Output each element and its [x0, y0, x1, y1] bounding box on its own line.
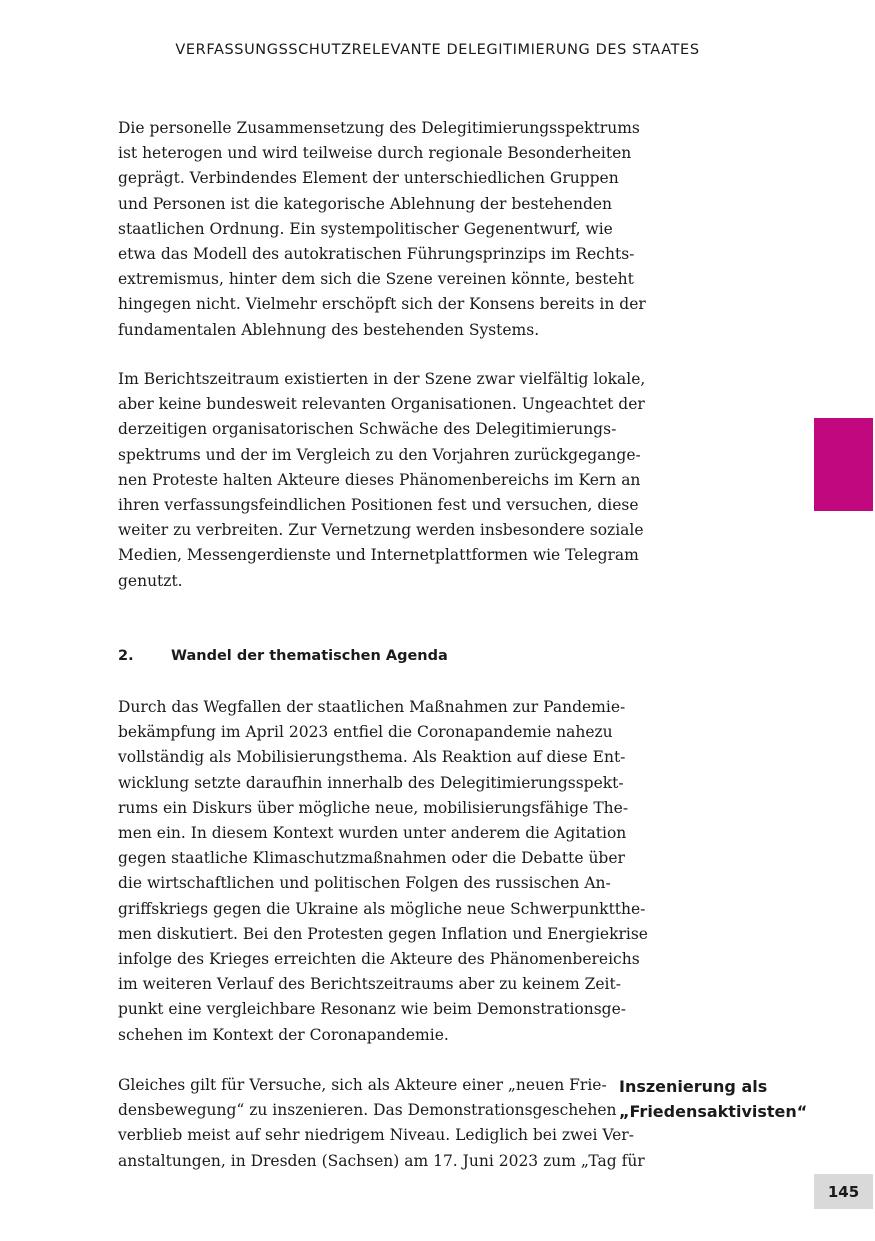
paragraph-line: men diskutiert. Bei den Protesten gegen Inflation und Energiekrise: [118, 924, 648, 943]
paragraph-line: extremismus, hinter dem sich die Szene vereinen könnte, besteht: [118, 270, 634, 289]
paragraph-line: geprägt. Verbindendes Element der unterschiedlichen Gruppen: [118, 169, 619, 188]
paragraph-line: verblieb meist auf sehr niedrigem Niveau. Lediglich bei zwei Ver-: [118, 1126, 634, 1145]
paragraph-4: [118, 1073, 645, 1174]
chapter-thumb-tab: [814, 418, 873, 511]
paragraph-line: vollständig als Mobilisierungsthema. Als Reaktion auf diese Ent-: [118, 748, 626, 767]
section-title: Wandel der thematischen Agenda: [171, 648, 448, 664]
paragraph-line: infolge des Krieges erreichten die Akteure des Phänomenbereichs: [118, 950, 640, 969]
paragraph-line: men ein. In diesem Kontext wurden unter anderem die Agitation: [118, 824, 627, 843]
paragraph-line: densbewegung“ zu inszenieren. Das Demonstrationsgeschehen: [118, 1101, 617, 1120]
paragraph-line: und Personen ist die kategorische Ablehnung der bestehenden: [118, 194, 613, 213]
paragraph-line: punkt eine vergleichbare Resonanz wie beim Demonstrationsge-: [118, 1000, 626, 1019]
paragraph-line: nen Proteste halten Akteure dieses Phänomenbereichs im Kern an: [118, 470, 641, 489]
paragraph-line: fundamentalen Ablehnung des bestehenden Systems.: [118, 320, 540, 339]
paragraph-line: hingegen nicht. Vielmehr erschöpft sich der Konsens bereits in der: [118, 295, 646, 314]
paragraph-1: [118, 116, 646, 343]
paragraph-line: im weiteren Verlauf des Berichtszeitraums aber zu keinem Zeit-: [118, 975, 621, 994]
paragraph-line: Medien, Messengerdienste und Internetplattformen wie Telegram: [118, 546, 639, 565]
section-heading: [118, 648, 448, 664]
section-number: 2.: [118, 648, 134, 664]
paragraph-line: anstaltungen, in Dresden (Sachsen) am 17. Juni 2023 zum „Tag für: [118, 1151, 645, 1170]
paragraph-line: weiter zu verbreiten. Zur Vernetzung werden insbesondere soziale: [118, 521, 644, 540]
paragraph-line: rums ein Diskurs über mögliche neue, mobilisierungsfähige The-: [118, 798, 629, 817]
paragraph-line: Gleiches gilt für Versuche, sich als Akteure einer „neuen Frie-: [118, 1076, 607, 1094]
margin-note-line: „Friedensaktivisten“: [619, 1102, 808, 1121]
paragraph-line: spektrums und der im Vergleich zu den Vorjahren zurückgegange-: [118, 445, 641, 464]
paragraph-line: genutzt.: [118, 571, 183, 590]
running-header: VERFASSUNGSSCHUTZRELEVANTE DELEGITIMIERUNG DES STAATES: [175, 42, 700, 58]
page-number: 145: [814, 1174, 873, 1209]
paragraph-line: aber keine bundesweit relevanten Organisationen. Ungeachtet der: [118, 395, 645, 414]
paragraph-line: griffskriegs gegen die Ukraine als mögliche neue Schwerpunktthe-: [118, 899, 646, 918]
margin-note: [619, 1074, 819, 1124]
paragraph-line: derzeitigen organisatorischen Schwäche des Delegitimierungs-: [118, 420, 617, 439]
paragraph-line: die wirtschaftlichen und politischen Folgen des russischen An-: [118, 874, 611, 893]
paragraph-line: Die personelle Zusammensetzung des Delegitimierungsspektrums: [118, 119, 640, 137]
paragraph-2: [118, 367, 646, 594]
paragraph-line: ihren verfassungsfeindlichen Positionen fest und versuchen, diese: [118, 496, 639, 515]
paragraph-line: bekämpfung im April 2023 entfiel die Coronapandemie nahezu: [118, 723, 613, 742]
paragraph-line: wicklung setzte daraufhin innerhalb des Delegitimierungsspekt-: [118, 773, 624, 792]
paragraph-line: Im Berichtszeitraum existierten in der Szene zwar vielfältig lokale,: [118, 370, 646, 388]
paragraph-line: schehen im Kontext der Coronapandemie.: [118, 1025, 449, 1044]
paragraph-line: gegen staatliche Klimaschutzmaßnahmen oder die Debatte über: [118, 849, 625, 868]
paragraph-line: Durch das Wegfallen der staatlichen Maßnahmen zur Pandemie-: [118, 698, 626, 716]
paragraph-3: [118, 695, 648, 1048]
paragraph-line: ist heterogen und wird teilweise durch regionale Besonderheiten: [118, 144, 632, 163]
margin-note-line: Inszenierung als: [619, 1077, 768, 1096]
paragraph-line: staatlichen Ordnung. Ein systempolitischer Gegenentwurf, wie: [118, 219, 613, 238]
paragraph-line: etwa das Modell des autokratischen Führungsprinzips im Rechts-: [118, 245, 635, 264]
